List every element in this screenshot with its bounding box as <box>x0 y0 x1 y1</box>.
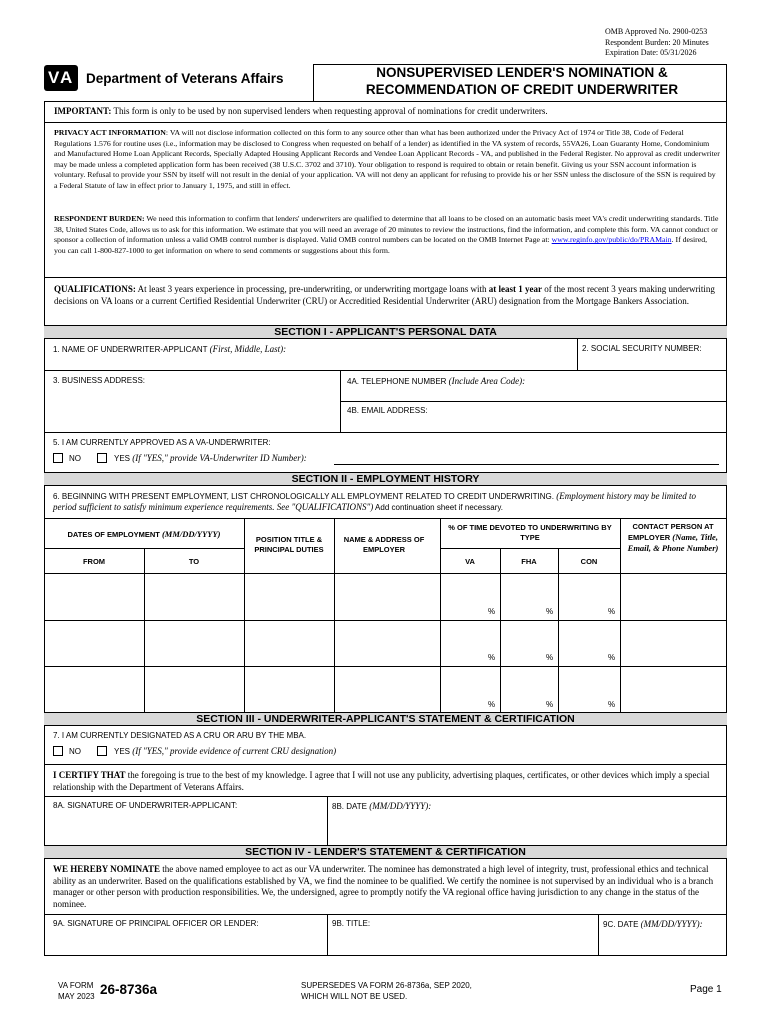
divider <box>327 914 328 956</box>
field-5-label: 5. I AM CURRENTLY APPROVED AS A VA-UNDERWRITER: <box>53 438 271 447</box>
underwriter-id-line[interactable] <box>334 464 719 465</box>
divider <box>598 914 599 956</box>
divider <box>558 548 559 712</box>
section-3-header: SECTION III - UNDERWRITER-APPLICANT'S STATEMENT & CERTIFICATION <box>44 712 727 726</box>
row-1-va-pct: % <box>488 607 496 616</box>
footer-va-form: VA FORM MAY 2023 <box>58 981 95 1001</box>
section-4-header: SECTION IV - LENDER'S STATEMENT & CERTIFICATION <box>44 845 727 859</box>
footer-form-number: 26-8736a <box>100 982 158 997</box>
omb-info <box>605 27 709 59</box>
col-contact-header: CONTACT PERSON AT EMPLOYER (Name, Title, Email, & Phone Number) <box>627 522 719 553</box>
field-7-yes-checkbox[interactable] <box>97 746 107 756</box>
field-6-label: 6. BEGINNING WITH PRESENT EMPLOYMENT, LIST CHRONOLOGICALLY ALL EMPLOYMENT RELATED TO CREDIT UNDERWRITING. (Employment history may be limited to period sufficient to satisfy minimum experience requirements. See "QUALIFICATIONS") Add continuation sheet if necessary. <box>53 491 696 512</box>
divider <box>44 666 727 667</box>
divider <box>44 620 727 621</box>
col-fha-header: FHA <box>521 557 537 566</box>
col-dates-header: DATES OF EMPLOYMENT (MM/DD/YYYY) <box>67 529 221 539</box>
row-3-con-pct: % <box>608 700 616 709</box>
field-5-yes-checkbox[interactable] <box>97 453 107 463</box>
col-employer-header: NAME & ADDRESS OF EMPLOYER <box>343 535 425 554</box>
field-3-label: 3. BUSINESS ADDRESS: <box>53 376 146 385</box>
divider <box>44 796 727 797</box>
omb-number: OMB Approved No. 2900-0253 <box>605 27 708 36</box>
divider <box>144 548 145 712</box>
footer-page: Page 1 <box>690 984 722 995</box>
title-top-border <box>313 64 727 65</box>
important-notice: IMPORTANT: This form is only to be used by non supervised lenders when requesting approval of nominations for credit underwriters. <box>54 106 548 116</box>
divider <box>44 914 727 915</box>
divider <box>440 548 620 549</box>
privacy-act-info: PRIVACY ACT INFORMATION: VA will not disclose information collected on this form to any source other than what has been authorized under the Privacy Act of 1974 or Title 38, Code of Federal Regulations 1.576 for routine uses (i.e., information may be disclosed to Congress when requested on behalf of a lender) as identified in the VA system of records, 55VA26, Loan Guaranty Home, Condominium and Manufactured Home Loan Applicant Records, Specially Adapted Housing Applicant Records and Vendee Loan Applicant Records - VA, and published in the Federal Register. No approval as credit underwriter may be made unless a completed application form has been received (38 U.S.C. 3702 and 3710). Your obligation to respond is required to obtain or retain benefit. Giving us your SSN account information is voluntary. Refusal to provide your SSN by itself will not result in the denial of your application. VA will not deny an applicant for refusing to provide his or her SSN unless the disclosure of the SSN is required by a Federal Statute of law in effect prior to January 1, 1975, and still in effect. <box>54 128 720 190</box>
field-4a-label: 4A. TELEPHONE NUMBER (Include Area Code): <box>347 376 526 386</box>
row-2-va-pct: % <box>488 653 496 662</box>
nomination-statement: WE HEREBY NOMINATE the above named employee to act as our VA underwriter. The nominee has demonstrated a high level of integrity, trust, professional ethics and technical ability as an underwriter. Based on the qualifications established by VA, we find the nominee to be qualified. We certify the nominee is not supervised by an individual who is a branch manager or other person with production responsibilities. We, the undersigned, agree to promptly notify the VA regional office having jurisdiction to any change in the status of the nominee. <box>53 864 714 909</box>
col-from-header: FROM <box>82 557 106 566</box>
divider <box>340 401 727 402</box>
respondent-burden: RESPONDENT BURDEN: We need this information to confirm that lenders' underwriters are qualified to determine that all loans to be closed on an automatic basis meet VA's credit underwriting standards. Title 38, United States Code, allows us to ask for this information. We estimate that you will need an average of 20 minutes to review the instructions, find the information, and complete this form. VA cannot conduct or sponsor a collection of information unless a valid OMB control number is displayed. Valid OMB control numbers can be located on the OMB Internet Page at: www.reginfo.gov/public/do/PRAMain. If desired, you can call 1-800-827-1000 to get information on where to send comments or suggestions about this form. <box>54 214 719 255</box>
divider <box>44 518 727 519</box>
field-1-label: 1. NAME OF UNDERWRITER-APPLICANT (First, Middle, Last): <box>53 344 287 354</box>
divider <box>244 518 245 712</box>
col-position-header: POSITION TITLE & PRINCIPAL DUTIES <box>254 535 324 554</box>
divider <box>620 518 621 712</box>
field-7-no-label: NO <box>69 747 81 756</box>
field-4b-label: 4B. EMAIL ADDRESS: <box>347 406 428 415</box>
row-3-va-pct: % <box>488 700 496 709</box>
col-to-header: TO <box>188 557 200 566</box>
va-seal-icon: V A <box>44 65 78 91</box>
title-right-border <box>726 64 727 101</box>
title-divider <box>313 64 314 101</box>
certification-statement: I CERTIFY THAT the foregoing is true to the best of my knowledge. I agree that I will not use any publicity, advertising plaques, certificates, or other devices which imply a special relationship with the Department of Veterans Affairs. <box>53 770 710 792</box>
field-5-no-checkbox[interactable] <box>53 453 63 463</box>
field-9a-label: 9A. SIGNATURE OF PRINCIPAL OFFICER OR LENDER: <box>53 919 259 928</box>
field-2-label: 2. SOCIAL SECURITY NUMBER: <box>582 344 702 353</box>
divider <box>334 518 335 712</box>
divider <box>44 573 727 574</box>
col-pct-header: % OF TIME DEVOTED TO UNDERWRITING BY TYPE <box>448 523 612 542</box>
divider <box>500 548 501 712</box>
form-title: NONSUPERVISED LENDER'S NOMINATION & RECOMMENDATION OF CREDIT UNDERWRITER <box>365 65 679 97</box>
expiration-date: Expiration Date: 05/31/2026 <box>605 48 697 57</box>
va-logo <box>44 64 314 92</box>
field-8a-label: 8A. SIGNATURE OF UNDERWRITER-APPLICANT: <box>53 801 238 810</box>
omb-link[interactable]: www.reginfo.gov/public/do/PRAMain <box>551 235 672 245</box>
row-2-con-pct: % <box>608 653 616 662</box>
col-con-header: CON <box>580 557 598 566</box>
row-1-fha-pct: % <box>546 607 554 616</box>
department-name: Department of Veterans Affairs <box>86 70 284 86</box>
field-9c-label: 9C. DATE (MM/DD/YYYY): <box>603 919 703 929</box>
section-2-header: SECTION II - EMPLOYMENT HISTORY <box>44 472 727 486</box>
divider <box>44 277 727 278</box>
row-2-fha-pct: % <box>546 653 554 662</box>
row-3-fha-pct: % <box>546 700 554 709</box>
respondent-burden-time: Respondent Burden: 20 Minutes <box>605 37 709 47</box>
field-7-no-checkbox[interactable] <box>53 746 63 756</box>
field-7-yes-label: YES (If "YES," provide evidence of current CRU designation) <box>114 746 337 756</box>
divider <box>440 518 441 712</box>
field-7-label: 7. I AM CURRENTLY DESIGNATED AS A CRU OR ARU BY THE MBA. <box>53 731 307 740</box>
divider <box>577 339 578 370</box>
col-va-header: VA <box>465 557 475 566</box>
field-5-yes-label: YES (If "YES," provide VA-Underwriter ID Number): <box>114 453 307 463</box>
row-1-con-pct: % <box>608 607 616 616</box>
divider <box>44 432 727 433</box>
field-8b-label: 8B. DATE (MM/DD/YYYY): <box>332 801 432 811</box>
divider <box>327 796 328 845</box>
divider <box>44 122 727 123</box>
field-9b-label: 9B. TITLE: <box>332 919 371 928</box>
field-5-no-label: NO <box>69 454 81 463</box>
qualifications: QUALIFICATIONS: At least 3 years experience in processing, pre-underwriting, or underwriting mortgage loans with at least 1 year of the most recent 3 years making underwriting decisions on VA loans or a current Certified Residential Underwriter (CRU) or Accreditied Residential Underwriter (ARU) designation from the Mortgage Bankers Association. <box>54 284 715 306</box>
divider <box>44 764 727 765</box>
footer-supersedes: SUPERSEDES VA FORM 26-8736a, SEP 2020, WHICH WILL NOT BE USED. <box>301 981 472 1001</box>
divider <box>44 370 727 371</box>
section-1-header: SECTION I - APPLICANT'S PERSONAL DATA <box>44 325 727 339</box>
